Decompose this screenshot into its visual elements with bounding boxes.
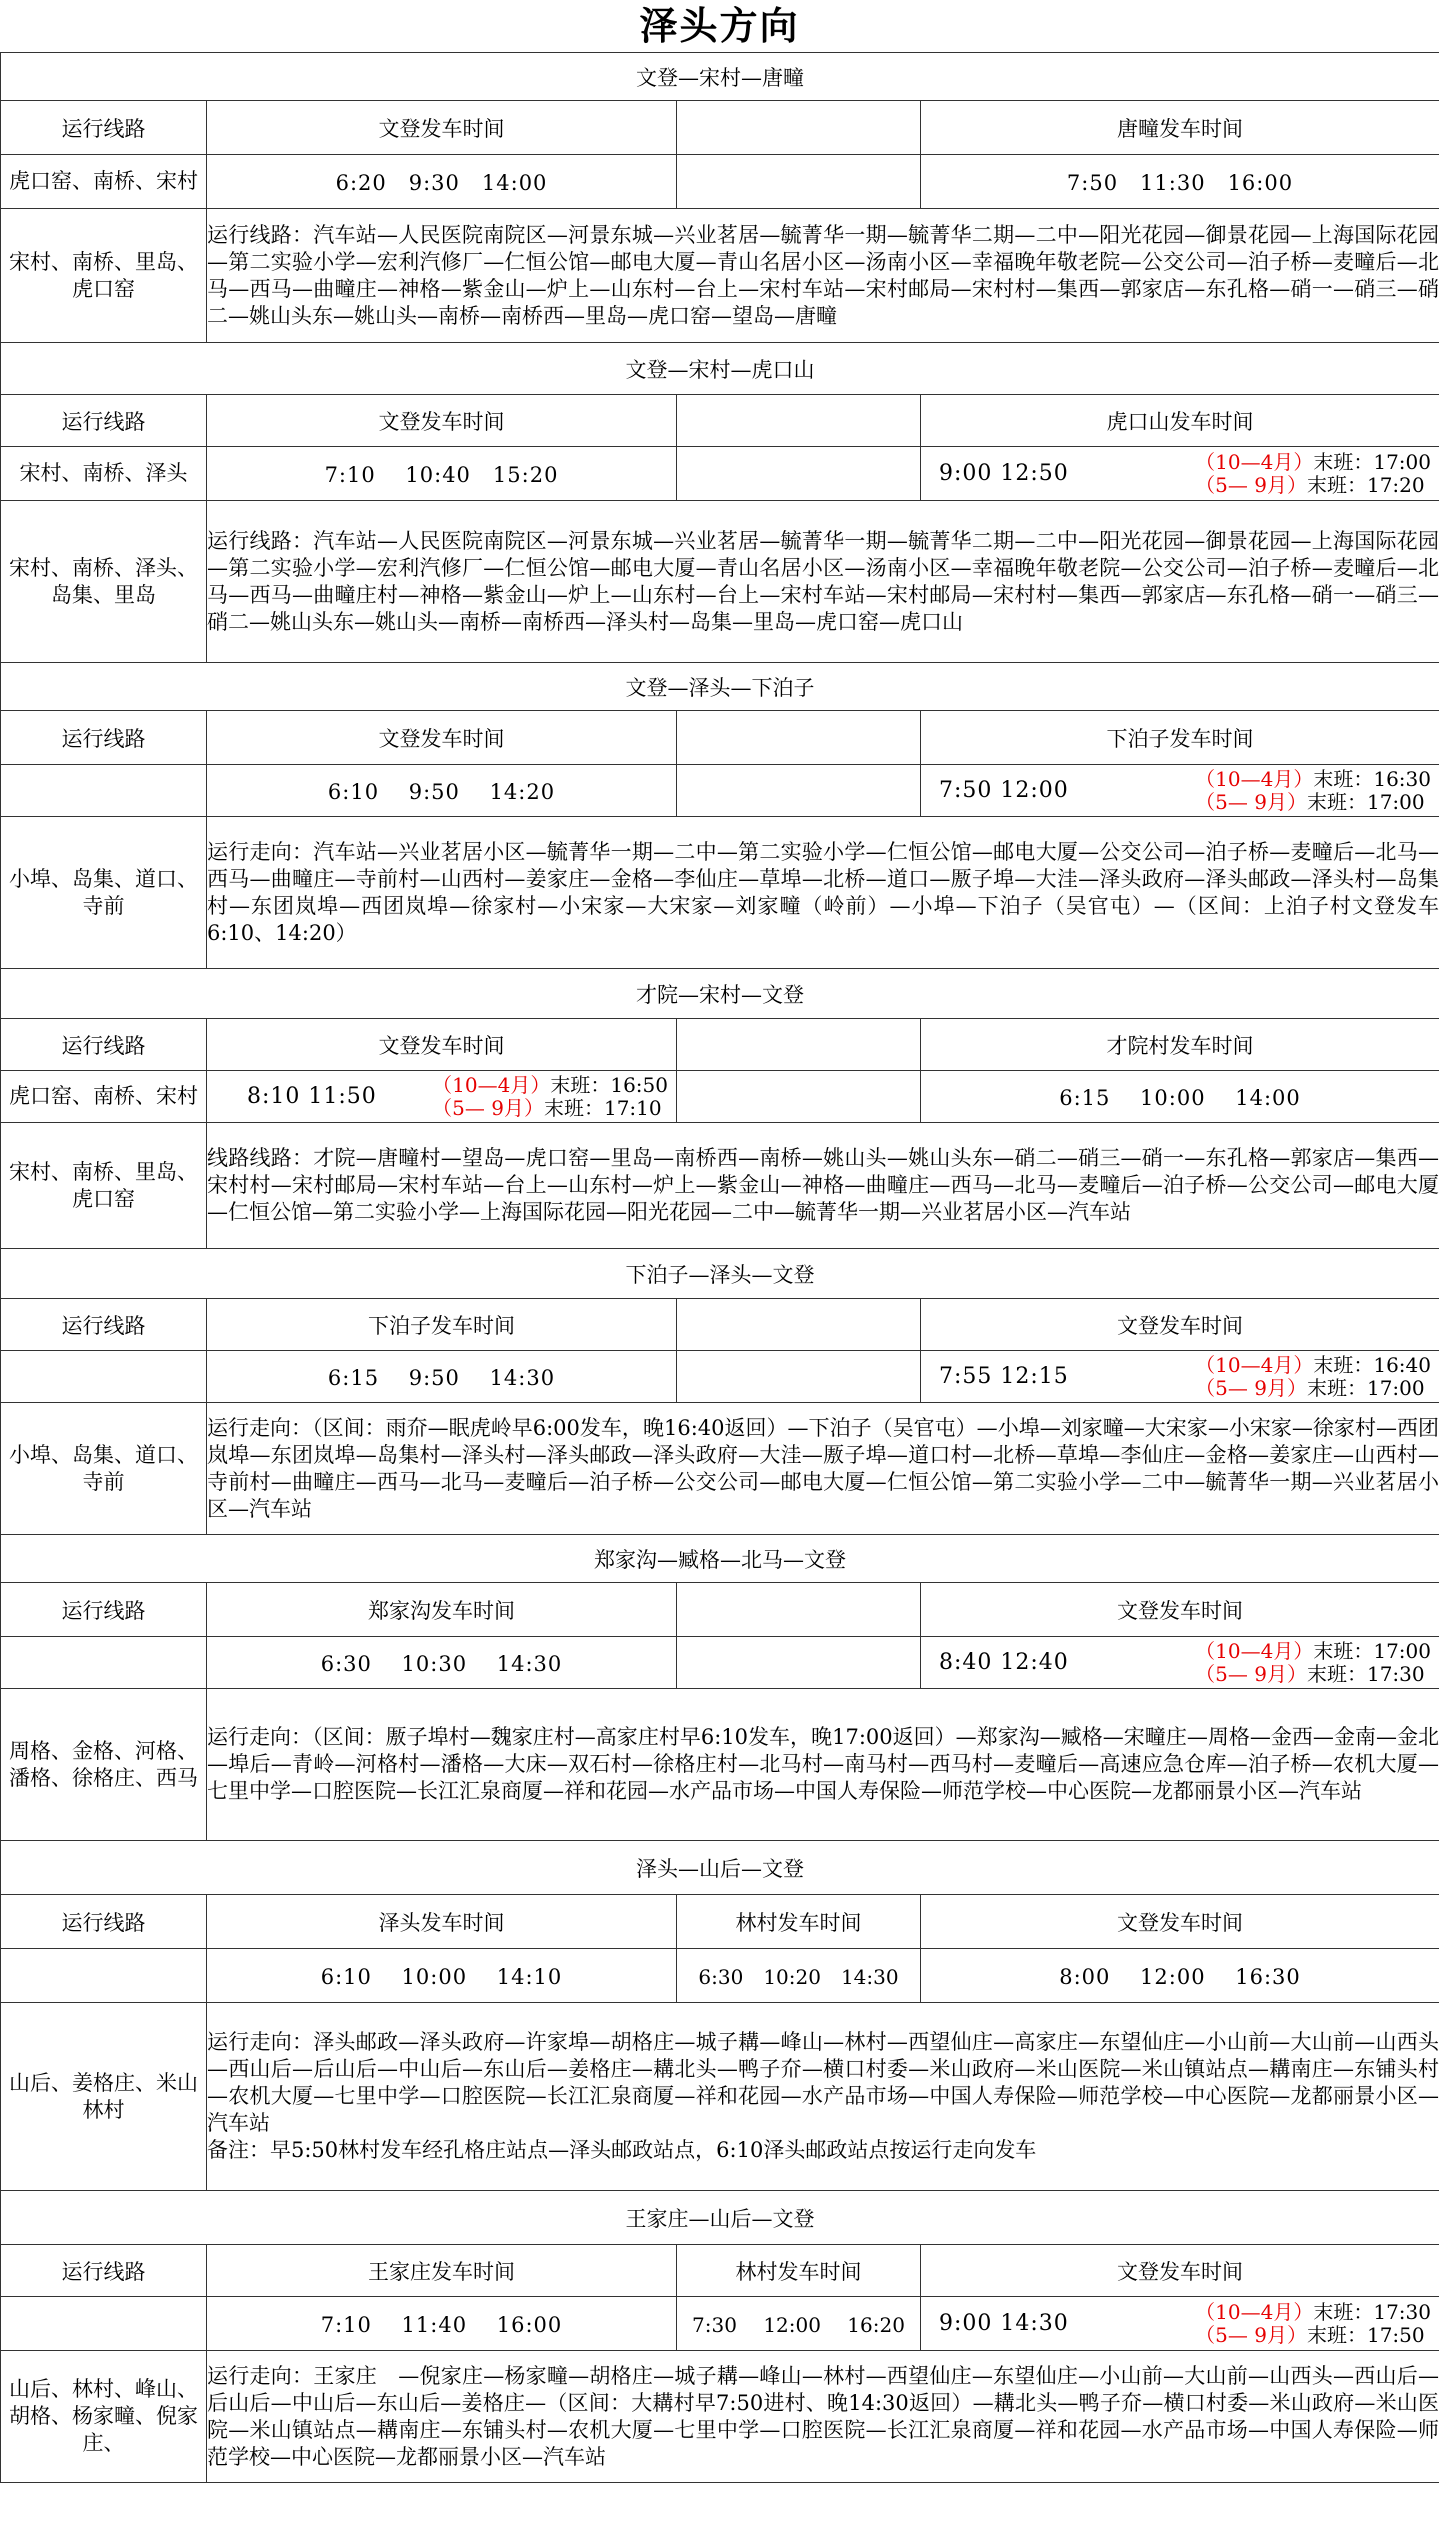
col2-times-cell [921, 2297, 1439, 2351]
description-row [1, 501, 1439, 663]
route-description: 运行走向：（区间：厫子埠村—魏家庄村—高家庄村早6:10发车，晚17:00返回）—郑家沟—臧格—宋疃庄—周格—金西—金南—金北—埠后—青岭—河格村—潘格—大床—双石村—徐格庄村—北马村—南马村—西马村—麦疃后—高速应急仓库—泊子桥—农机大厦—七里中学—口腔医院—长江汇泉商厦—祥和花园—水产品市场—中国人寿保险—师范学校—中心医院—龙都丽景小区—汽车站 [207, 1689, 1439, 1841]
section-6-title-row [1, 1535, 1439, 1583]
col2-times-cell [921, 447, 1439, 501]
last-bus-summer: 末班：17:00 [1306, 789, 1425, 814]
times-row [1, 1637, 1439, 1689]
section-header-row [1, 1299, 1439, 1351]
section-title: 文登—宋村—唐疃 [1, 53, 1439, 101]
route-description: 运行线路：汽车站—人民医院南院区—河景东城—兴业茗居—毓菁华一期—毓菁华二期—二中—阳光花园—御景花园—上海国际花园—第二实验小学—宏利汽修厂—仁恒公馆—邮电大厦—青山名居小区—汤南小区—幸福晚年敬老院—公交公司—泊子桥—麦疃后—北马—西马—曲疃庄村—神格—紫金山—炉上—山东村—台上—宋村车站—宋村邮局—宋村村—集西—郭家店—东孔格—硝一—硝三—硝二—姚山头东—姚山头—南桥—南桥西—泽头村—岛集—里岛—虎口窑—虎口山 [207, 501, 1439, 663]
season-summer: （5— 9月） [1195, 1375, 1307, 1400]
section-title: 文登—泽头—下泊子 [1, 663, 1439, 711]
route-short [1, 1949, 207, 2003]
col2-times: 8:00 12:00 16:30 [921, 1949, 1439, 2003]
empty-cell [677, 155, 921, 209]
section-8-title-row [1, 2191, 1439, 2245]
empty-cell [677, 1299, 921, 1351]
section-title: 郑家沟—臧格—北马—文登 [1, 1535, 1439, 1583]
last-bus-winter: 末班：16:30 [1313, 766, 1431, 791]
colm-times: 6:30 10:20 14:30 [677, 1949, 921, 2003]
last-bus-info [1195, 1354, 1431, 1400]
col1-header: 泽头发车时间 [207, 1895, 677, 1949]
empty-cell [677, 447, 921, 501]
route-long: 小埠、岛集、道口、寺前 [1, 817, 207, 969]
season-winter: （10—4月） [1195, 1638, 1314, 1663]
times-row [1, 1351, 1439, 1403]
col1-times: 6:15 9:50 14:30 [207, 1351, 677, 1403]
last-bus-winter: 末班：17:00 [1313, 449, 1431, 474]
empty-cell [677, 1637, 921, 1689]
description-row [1, 817, 1439, 969]
last-bus-info [1195, 451, 1431, 497]
section-1-title-row [1, 53, 1439, 101]
last-bus-summer: 末班：17:20 [1306, 472, 1425, 497]
col2-header: 虎口山发车时间 [921, 395, 1439, 447]
col1-header: 文登发车时间 [207, 101, 677, 155]
col2-header: 文登发车时间 [921, 1583, 1439, 1637]
last-bus-winter: 末班：17:30 [1313, 2299, 1431, 2324]
route-long: 山后、姜格庄、米山林村 [1, 2003, 207, 2191]
route-long: 宋村、南桥、里岛、虎口窑 [1, 1123, 207, 1249]
col2-header: 唐疃发车时间 [921, 101, 1439, 155]
route-description: 运行走向：（区间：雨夼—眠虎岭早6:00发车，晚16:40返回）—下泊子（吴官屯）—小埠—刘家疃—大宋家—小宋家—徐家村—西团岚埠—东团岚埠—岛集村—泽头村—泽头邮政—泽头政府—大洼—厫子埠—道口村—北桥—草埠—李仙庄—金格—姜家庄—山西村—寺前村—曲疃庄—西马—北马—麦疃后—泊子桥—公交公司—邮电大厦—仁恒公馆—第二实验小学—二中—毓菁华一期—兴业茗居小区—汽车站 [207, 1403, 1439, 1535]
empty-cell [677, 1351, 921, 1403]
empty-cell [677, 395, 921, 447]
col2-times: 6:15 10:00 14:00 [921, 1071, 1439, 1123]
col1-times: 8:10 11:50 [247, 1084, 377, 1109]
times-row [1, 447, 1439, 501]
route-long: 宋村、南桥、泽头、岛集、里岛 [1, 501, 207, 663]
col2-times-cell [921, 765, 1439, 817]
route-short: 虎口窑、南桥、宋村 [1, 1071, 207, 1123]
route-header: 运行线路 [1, 1299, 207, 1351]
route-short: 虎口窑、南桥、宋村 [1, 155, 207, 209]
route-description: 运行线路：汽车站—人民医院南院区—河景东城—兴业茗居—毓菁华一期—毓菁华二期—二中—阳光花园—御景花园—上海国际花园—第二实验小学—宏利汽修厂—仁恒公馆—邮电大厦—青山名居小区—汤南小区—幸福晚年敬老院—公交公司—泊子桥—麦疃后—北马—西马—曲疃庄—神格—紫金山—炉上—山东村—台上—宋村车站—宋村邮局—宋村村—集西—郭家店—东孔格—硝一—硝三—硝二—姚山头东—姚山头—南桥—南桥西—里岛—虎口窑—望岛—唐疃 [207, 209, 1439, 343]
timetable [0, 52, 1439, 2483]
section-header-row [1, 101, 1439, 155]
route-long: 宋村、南桥、里岛、虎口窑 [1, 209, 207, 343]
route-short [1, 2297, 207, 2351]
col1-times-cell [207, 1071, 677, 1123]
route-description-cell [207, 2003, 1439, 2191]
route-short: 宋村、南桥、泽头 [1, 447, 207, 501]
colm-header: 林村发车时间 [677, 1895, 921, 1949]
last-bus-summer: 末班：17:50 [1306, 2322, 1425, 2347]
col1-times: 7:10 11:40 16:00 [207, 2297, 677, 2351]
route-description: 运行走向：汽车站—兴业茗居小区—毓菁华一期—二中—第二实验小学—仁恒公馆—邮电大厦—公交公司—泊子桥—麦疃后—北马—西马—曲疃庄—寺前村—山西村—姜家庄—金格—李仙庄—草埠—北桥—道口—厫子埠—大洼—泽头政府—泽头邮政—泽头村—岛集村—东团岚埠—西团岚埠—徐家村—小宋家—大宋家—刘家疃（岭前）—小埠—下泊子（吴官屯）—（区间：上泊子村文登发车6:10、14:20） [207, 817, 1439, 969]
last-bus-winter: 末班：17:00 [1313, 1638, 1431, 1663]
description-row [1, 209, 1439, 343]
section-title: 文登—宋村—虎口山 [1, 343, 1439, 395]
section-header-row [1, 2245, 1439, 2297]
section-5-title-row [1, 1249, 1439, 1299]
col2-header: 下泊子发车时间 [921, 711, 1439, 765]
empty-cell [677, 1583, 921, 1637]
route-long: 山后、林村、峰山、胡格、杨家疃、倪家庄、 [1, 2351, 207, 2483]
empty-cell [677, 1019, 921, 1071]
season-winter: （10—4月） [1195, 766, 1314, 791]
season-summer: （5— 9月） [1195, 789, 1307, 814]
description-row [1, 2003, 1439, 2191]
last-bus-winter: 末班：16:40 [1313, 1352, 1431, 1377]
empty-cell [677, 101, 921, 155]
col2-times-cell [921, 1637, 1439, 1689]
season-summer: （5— 9月） [1195, 472, 1307, 497]
section-header-row [1, 1895, 1439, 1949]
season-winter: （10—4月） [1195, 1352, 1314, 1377]
route-header: 运行线路 [1, 1895, 207, 1949]
times-row [1, 1949, 1439, 2003]
section-header-row [1, 1583, 1439, 1637]
route-header: 运行线路 [1, 395, 207, 447]
route-header: 运行线路 [1, 101, 207, 155]
col1-header: 王家庄发车时间 [207, 2245, 677, 2297]
season-summer: （5— 9月） [1195, 2322, 1307, 2347]
section-7-title-row [1, 1841, 1439, 1895]
section-2-title-row [1, 343, 1439, 395]
colm-times: 7:30 12:00 16:20 [677, 2297, 921, 2351]
route-description: 线路线路：才院—唐疃村—望岛—虎口窑—里岛—南桥西—南桥—姚山头—姚山头东—硝二—硝三—硝一—东孔格—郭家店—集西—宋村村—宋村邮局—宋村车站—台上—山东村—炉上—紫金山—神格—曲疃庄—西马—北马—麦疃后—泊子桥—公交公司—邮电大厦—仁恒公馆—第二实验小学—上海国际花园—阳光花园—二中—毓菁华一期—兴业茗居小区—汽车站 [207, 1123, 1439, 1249]
description-row [1, 1403, 1439, 1535]
section-title: 下泊子—泽头—文登 [1, 1249, 1439, 1299]
times-row [1, 155, 1439, 209]
col2-times: 7:50 11:30 16:00 [921, 155, 1439, 209]
times-row [1, 2297, 1439, 2351]
route-long: 小埠、岛集、道口、寺前 [1, 1403, 207, 1535]
last-bus-info [1195, 768, 1431, 814]
season-summer: （5— 9月） [1195, 1661, 1307, 1686]
empty-cell [677, 711, 921, 765]
times-row [1, 765, 1439, 817]
route-note: 备注：早5:50林村发车经孔格庄站点—泽头邮政站点，6:10泽头邮政站点按运行走向发车 [207, 2138, 1037, 2162]
season-winter: （10—4月） [1195, 2299, 1314, 2324]
route-short [1, 1351, 207, 1403]
col1-times: 6:10 9:50 14:20 [207, 765, 677, 817]
col1-times: 6:20 9:30 14:00 [207, 155, 677, 209]
last-bus-info [1195, 2301, 1431, 2347]
season-winter: （10—4月） [432, 1072, 551, 1097]
col2-times: 9:00 12:50 [939, 461, 1069, 486]
col2-header: 文登发车时间 [921, 1299, 1439, 1351]
last-bus-info [432, 1074, 668, 1120]
route-short [1, 1637, 207, 1689]
col2-header: 文登发车时间 [921, 1895, 1439, 1949]
col2-times: 8:40 12:40 [939, 1650, 1069, 1675]
page-title: 泽头方向 [639, 3, 800, 48]
col2-times: 7:55 12:15 [939, 1364, 1069, 1389]
last-bus-summer: 末班：17:10 [543, 1095, 662, 1120]
route-long: 周格、金格、河格、潘格、徐格庄、西马 [1, 1689, 207, 1841]
col2-header: 文登发车时间 [921, 2245, 1439, 2297]
route-header: 运行线路 [1, 2245, 207, 2297]
section-header-row [1, 711, 1439, 765]
season-winter: （10—4月） [1195, 449, 1314, 474]
empty-cell [677, 765, 921, 817]
season-summer: （5— 9月） [432, 1095, 544, 1120]
section-header-row [1, 1019, 1439, 1071]
last-bus-winter: 末班：16:50 [550, 1072, 668, 1097]
description-row [1, 1689, 1439, 1841]
last-bus-summer: 末班：17:30 [1306, 1661, 1425, 1686]
section-3-title-row [1, 663, 1439, 711]
col2-header: 才院村发车时间 [921, 1019, 1439, 1071]
section-title: 才院—宋村—文登 [1, 969, 1439, 1019]
section-4-title-row [1, 969, 1439, 1019]
empty-cell [677, 1071, 921, 1123]
col1-header: 文登发车时间 [207, 711, 677, 765]
col1-times: 7:10 10:40 15:20 [207, 447, 677, 501]
col1-header: 文登发车时间 [207, 1019, 677, 1071]
col2-times: 7:50 12:00 [939, 778, 1069, 803]
route-header: 运行线路 [1, 711, 207, 765]
description-row [1, 2351, 1439, 2483]
section-title: 王家庄—山后—文登 [1, 2191, 1439, 2245]
colm-header: 林村发车时间 [677, 2245, 921, 2297]
route-short [1, 765, 207, 817]
route-description: 运行走向：王家庄 —倪家庄—杨家疃—胡格庄—城子耩—峰山—林村—西望仙庄—东望仙庄—小山前—大山前—山西头—西山后—后山后—中山后—东山后—姜格庄—（区间：大耩村早7:50进村、晚14:30返回）—耩北头—鸭子夼—横口村委—米山政府—米山医院—米山镇站点—耩南庄—东铺头村—农机大厦—七里中学—口腔医院—长江汇泉商厦—祥和花园—水产品市场—中国人寿保险—师范学校—中心医院—龙都丽景小区—汽车站 [207, 2351, 1439, 2483]
col1-header: 下泊子发车时间 [207, 1299, 677, 1351]
section-title: 泽头—山后—文登 [1, 1841, 1439, 1895]
col1-header: 郑家沟发车时间 [207, 1583, 677, 1637]
col1-times: 6:30 10:30 14:30 [207, 1637, 677, 1689]
last-bus-summer: 末班：17:00 [1306, 1375, 1425, 1400]
section-header-row [1, 395, 1439, 447]
col1-times: 6:10 10:00 14:10 [207, 1949, 677, 2003]
last-bus-info [1195, 1640, 1431, 1686]
times-row [1, 1071, 1439, 1123]
description-row [1, 1123, 1439, 1249]
route-description: 运行走向：泽头邮政—泽头政府—许家埠—胡格庄—城子耩—峰山—林村—西望仙庄—高家庄—东望仙庄—小山前—大山前—山西头—西山后—后山后—中山后—东山后—姜格庄—耩北头—鸭子夼—横口村委—米山政府—米山医院—米山镇站点—耩南庄—东铺头村—农机大厦—七里中学—口腔医院—长江汇泉商厦—祥和花园—水产品市场—中国人寿保险—师范学校—中心医院—龙都丽景小区—汽车站 [207, 2030, 1439, 2135]
col2-times: 9:00 14:30 [939, 2311, 1069, 2336]
col2-times-cell [921, 1351, 1439, 1403]
route-header: 运行线路 [1, 1019, 207, 1071]
col1-header: 文登发车时间 [207, 395, 677, 447]
route-header: 运行线路 [1, 1583, 207, 1637]
